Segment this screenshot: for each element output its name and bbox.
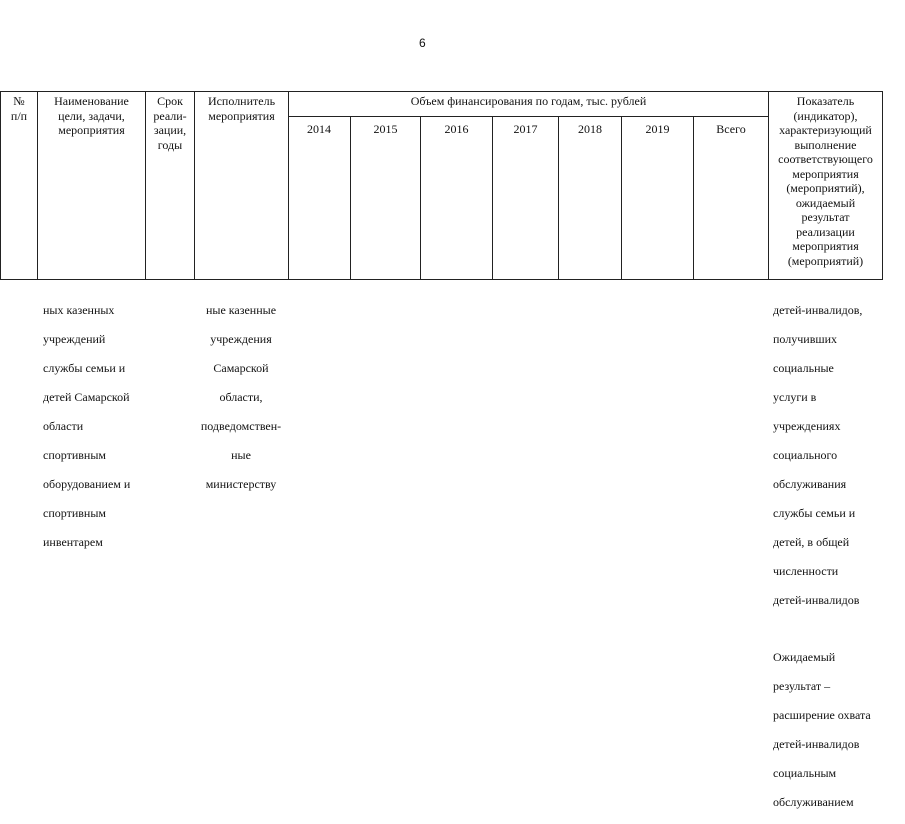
row-indicator-line: детей, в общей [773, 534, 850, 549]
row-name-line-text: ных казенных [43, 302, 115, 317]
row-executor-cell [194, 288, 288, 506]
header-indicator [768, 91, 883, 280]
header-executor [194, 91, 288, 280]
row-executor-line: министерству [205, 476, 277, 491]
row-indicator-line: социального [773, 447, 838, 462]
year-2017: 2017 [492, 116, 558, 280]
row-name-line: спортивным [43, 447, 106, 462]
row-name-cell [43, 288, 143, 564]
row-result-line: социальным [773, 766, 837, 780]
row-indicator-line: услуги в [773, 389, 817, 404]
header-term [145, 91, 194, 280]
header-name-label: Наименование цели, задачи, мероприятия [54, 94, 129, 137]
header-num-label: № п/п [10, 94, 28, 123]
row-executor-line: ные казенные [205, 302, 277, 317]
row-name-line: оборудованием и [43, 476, 131, 491]
row-name-line: учреждений [43, 331, 106, 346]
row-indicator-cell [773, 288, 881, 824]
row-result-line: Ожидаемый [773, 650, 836, 664]
year-2015: 2015 [350, 116, 420, 280]
row-indicator-line: детей-инвалидов [773, 592, 860, 607]
row-indicator-line: социальные [773, 360, 834, 375]
row-indicator-line: получивших [773, 331, 838, 346]
row-executor-line: ные [231, 447, 251, 462]
year-total: Всего [693, 116, 768, 280]
year-2014: 2014 [307, 122, 331, 136]
year-2016: 2016 [420, 116, 492, 280]
row-indicator-line: службы семьи и [773, 505, 856, 520]
row-executor-line: Самарской [213, 360, 269, 375]
paragraph-gap [773, 622, 881, 636]
header-name [37, 91, 145, 280]
row-name-line [43, 303, 143, 318]
header-indicator-label: Показатель (индикатор), характеризующий выполнение соответствующего мероприятия (мероприятий), ожидаемый результат реализации мероприятия (мероприятий) [778, 94, 873, 268]
row-indicator-line: численности [773, 563, 839, 578]
row-name-line: спортивным [43, 505, 106, 520]
row-name-line: области [43, 418, 84, 433]
year-2019: 2019 [621, 116, 693, 280]
row-executor-line: учреждения [210, 331, 272, 346]
row-result-line: детей-инвалидов [773, 737, 860, 751]
header-num [0, 91, 37, 280]
year-columns [288, 116, 768, 280]
row-indicator-line: учреждениях [773, 418, 841, 433]
year-2018: 2018 [558, 116, 621, 280]
header-executor-label: Исполнитель мероприятия [207, 94, 276, 123]
row-name-line: детей Самарской [43, 389, 130, 404]
row-name-line: службы семьи и [43, 360, 126, 375]
row-indicator-line: детей-инвалидов, [773, 302, 863, 317]
header-financing-label: Объем финансирования по годам, тыс. рублей [410, 94, 647, 108]
header-term-label: Срок реали- зации, годы [153, 94, 187, 152]
row-result-line: обслуживанием [773, 795, 854, 809]
row-indicator-line: обслуживания [773, 476, 847, 491]
row-executor-line: подведомствен- [200, 418, 282, 433]
page-number: 6 [419, 36, 426, 50]
row-result-line: результат – [773, 679, 831, 693]
row-executor-line: области, [219, 389, 263, 404]
row-result-line: расширение охвата [773, 708, 871, 722]
row-name-line: инвентарем [43, 534, 103, 549]
